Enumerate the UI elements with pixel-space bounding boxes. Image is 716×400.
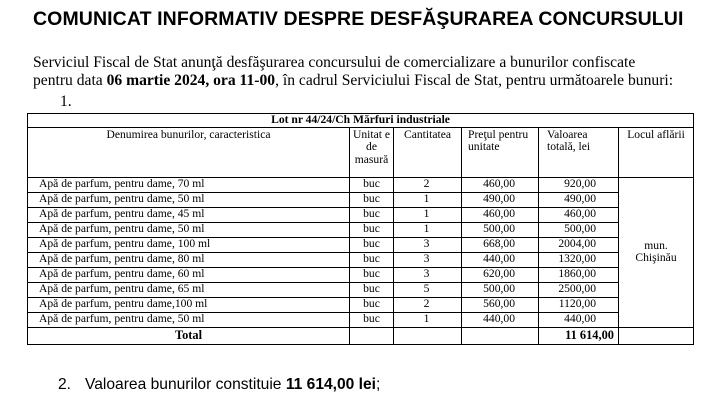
total-empty-price xyxy=(462,327,539,344)
table-row xyxy=(28,282,694,297)
row-price: 460,00 xyxy=(462,207,539,222)
row-unit: buc xyxy=(350,222,394,237)
row-value: 2004,00 xyxy=(539,237,619,252)
row-price: 500,00 xyxy=(462,282,539,297)
table-row xyxy=(28,252,694,267)
table-row xyxy=(28,312,694,327)
row-unit: buc xyxy=(350,237,394,252)
row-name: Apă de parfum, pentru dame, 65 ml xyxy=(28,282,350,297)
intro-date-prefix: pentru data xyxy=(33,72,107,89)
row-value: 1120,00 xyxy=(539,297,619,312)
document-title: COMUNICAT INFORMATIV DESPRE DESFĂŞURAREA CONCURSULUI xyxy=(33,8,684,30)
row-price: 620,00 xyxy=(462,267,539,282)
row-quantity: 5 xyxy=(394,282,462,297)
location-cell xyxy=(619,177,694,327)
table-row xyxy=(28,192,694,207)
row-price: 460,00 xyxy=(462,177,539,192)
table-row xyxy=(28,222,694,237)
intro-date-suffix: , în cadrul Serviciului Fiscal de Stat, pentru următoarele bunuri: xyxy=(275,72,674,89)
row-price: 440,00 xyxy=(462,252,539,267)
location-line-2: Chişinău xyxy=(635,251,677,264)
intro-paragraph xyxy=(33,54,683,90)
row-quantity: 1 xyxy=(394,207,462,222)
location-line-1: mun. xyxy=(644,238,668,252)
header-value: Valoarea totală, lei xyxy=(539,127,619,177)
item2-amount: 11 614,00 lei xyxy=(285,376,377,393)
row-price: 490,00 xyxy=(462,192,539,207)
table-row xyxy=(28,297,694,312)
row-name: Apă de parfum, pentru dame, 70 ml xyxy=(28,177,350,192)
row-unit: buc xyxy=(350,297,394,312)
row-quantity: 2 xyxy=(394,177,462,192)
row-price: 500,00 xyxy=(462,222,539,237)
goods-table xyxy=(27,113,694,345)
intro-line-1: Serviciul Fiscal de Stat anunţă desfăşurarea concursului de comercializare a bunurilor confiscate xyxy=(33,54,636,71)
row-value: 1860,00 xyxy=(539,267,619,282)
row-name: Apă de parfum, pentru dame,100 ml xyxy=(28,297,350,312)
row-value: 460,00 xyxy=(539,207,619,222)
row-name: Apă de parfum, pentru dame, 50 ml xyxy=(28,222,350,237)
table-row xyxy=(28,267,694,282)
row-quantity: 3 xyxy=(394,252,462,267)
intro-line-2 xyxy=(33,72,683,90)
table-row xyxy=(28,237,694,252)
row-value: 500,00 xyxy=(539,222,619,237)
row-quantity: 1 xyxy=(394,312,462,327)
row-quantity: 2 xyxy=(394,297,462,312)
item2-text: Valoarea bunurilor constituie xyxy=(85,376,286,393)
total-empty-location xyxy=(619,327,694,344)
total-label: Total xyxy=(28,327,350,344)
row-value: 1320,00 xyxy=(539,252,619,267)
row-quantity: 3 xyxy=(394,267,462,282)
row-name: Apă de parfum, pentru dame, 45 ml xyxy=(28,207,350,222)
header-unit: Unitat e de masură xyxy=(350,127,394,177)
header-name: Denumirea bunurilor, caracteristica xyxy=(28,127,350,177)
row-name: Apă de parfum, pentru dame, 100 ml xyxy=(28,237,350,252)
row-quantity: 1 xyxy=(394,192,462,207)
row-value: 920,00 xyxy=(539,177,619,192)
row-unit: buc xyxy=(350,282,394,297)
row-value: 2500,00 xyxy=(539,282,619,297)
lot-title: Lot nr 44/24/Ch Mărfuri industriale xyxy=(28,114,694,128)
list-item-number-1: 1. xyxy=(60,93,72,110)
row-quantity: 3 xyxy=(394,237,462,252)
row-unit: buc xyxy=(350,177,394,192)
row-name: Apă de parfum, pentru dame, 50 ml xyxy=(28,192,350,207)
row-price: 440,00 xyxy=(462,312,539,327)
header-quantity: Cantitatea xyxy=(394,127,462,177)
total-empty-unit xyxy=(350,327,394,344)
header-location: Locul aflării xyxy=(619,127,694,177)
total-empty-qty xyxy=(394,327,462,344)
list-item-2 xyxy=(58,376,380,394)
table-row xyxy=(28,177,694,192)
row-unit: buc xyxy=(350,267,394,282)
row-name: Apă de parfum, pentru dame, 80 ml xyxy=(28,252,350,267)
row-name: Apă de parfum, pentru dame, 50 ml xyxy=(28,312,350,327)
row-unit: buc xyxy=(350,207,394,222)
row-price: 560,00 xyxy=(462,297,539,312)
total-row xyxy=(28,327,694,344)
row-unit: buc xyxy=(350,192,394,207)
item2-suffix: ; xyxy=(376,376,381,393)
row-unit: buc xyxy=(350,312,394,327)
contest-date: 06 martie 2024, ora 11-00 xyxy=(106,72,276,89)
total-value: 11 614,00 xyxy=(539,327,619,344)
row-value: 440,00 xyxy=(539,312,619,327)
row-unit: buc xyxy=(350,252,394,267)
list-item-number-2: 2. xyxy=(58,376,72,393)
row-quantity: 1 xyxy=(394,222,462,237)
row-price: 668,00 xyxy=(462,237,539,252)
table-row xyxy=(28,207,694,222)
header-price: Preţul pentru unitate xyxy=(462,127,539,177)
row-name: Apă de parfum, pentru dame, 60 ml xyxy=(28,267,350,282)
row-value: 490,00 xyxy=(539,192,619,207)
